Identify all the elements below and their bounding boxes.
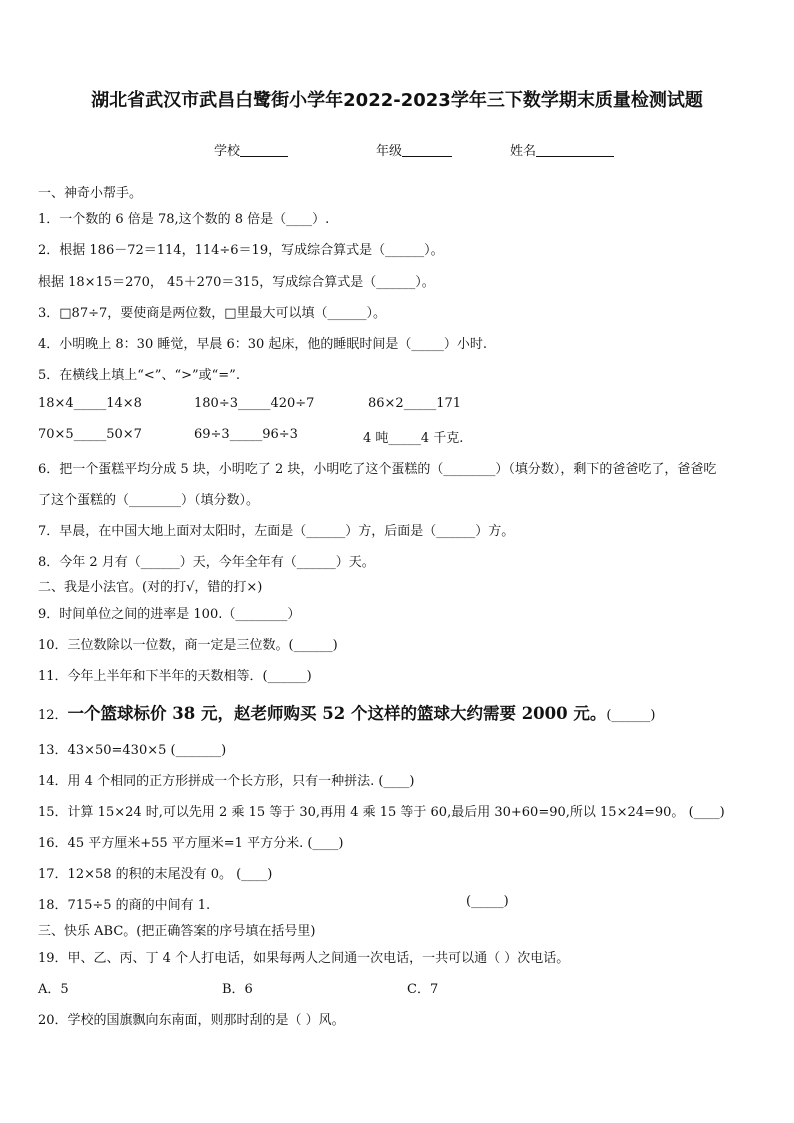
question-8: 8．今年 2 月有（______）天，今年全年有（______）天。 (38, 555, 375, 570)
question-12-number: 12． (38, 708, 68, 723)
name-blank[interactable] (536, 143, 614, 157)
question-10: 10．三位数除以一位数，商一定是三位数。(______) (38, 638, 338, 653)
question-2a: 2．根据 186－72＝114，114÷6＝19，写成综合算式是（______）。 (38, 243, 444, 258)
grade-field (376, 140, 452, 159)
compare-item: 18×4_____14×8 (38, 396, 142, 411)
question-13: 13．43×50=430×5 (_______) (38, 743, 227, 758)
school-blank[interactable] (240, 143, 288, 157)
question-12 (38, 700, 656, 724)
question-18: 18．715÷5 的商的中间有 1. (38, 898, 211, 913)
question-2b: 根据 18×15＝270， 45＋270＝315，写成综合算式是（______）。 (38, 275, 435, 290)
grade-blank[interactable] (402, 143, 452, 157)
question-3: 3．□87÷7，要使商是两位数，□里最大可以填（______）。 (38, 306, 387, 321)
question-9: 9．时间单位之间的进率是 100.（________） (38, 607, 301, 622)
question-20: 20．学校的国旗飘向东南面，则那时刮的是（ ）风。 (38, 1013, 345, 1028)
question-1: 1．一个数的 6 倍是 78,这个数的 8 倍是（____）. (38, 212, 330, 227)
compare-item: 70×5_____50×7 (38, 427, 142, 442)
question-4: 4．小明晚上 8：30 睡觉，早晨 6：30 起床，他的睡眠时间是（_____）小时. (38, 337, 488, 352)
question-17: 17．12×58 的积的末尾没有 0。 (____) (38, 867, 273, 882)
compare-item: 86×2_____171 (368, 396, 462, 411)
question-16: 16．45 平方厘米+55 平方厘米=1 平方分米. (____) (38, 836, 344, 851)
compare-item: 69÷3_____96÷3 (194, 427, 298, 442)
grade-label: 年级 (376, 144, 403, 159)
school-label: 学校 (214, 144, 241, 159)
section-2-heading: 二、我是小法官。(对的打√，错的打×) (38, 580, 263, 595)
compare-item: 180÷3_____420÷7 (194, 396, 315, 411)
question-15: 15．计算 15×24 时,可以先用 2 乘 15 等于 30,再用 4 乘 15 等于 60,最后用 30+60=90,所以 15×24=90。 (____) (38, 805, 725, 820)
option-c: C．7 (407, 982, 439, 997)
section-3-heading: 三、快乐 ABC。(把正确答案的序号填在括号里) (38, 924, 316, 939)
question-19: 19．甲、乙、丙、丁 4 个人打电话，如果每两人之间通一次电话，一共可以通（ ）次电话。 (38, 951, 570, 966)
question-12-text: 一个篮球标价 38 元，赵老师购买 52 个这样的篮球大约需要 2000 元。 (67, 704, 607, 723)
option-a: A．5 (38, 982, 69, 997)
page-title: 湖北省武汉市武昌白鹭街小学年2022-2023学年三下数学期末质量检测试题 (91, 90, 703, 111)
question-18-answer: (_____) (466, 894, 509, 909)
question-14: 14．用 4 个相同的正方形拼成一个长方形，只有一种拼法. (____) (38, 774, 415, 789)
name-field (510, 140, 614, 159)
section-1-heading: 一、神奇小帮手。 (38, 186, 143, 201)
question-6b: 了这个蛋糕的（________）（填分数）。 (38, 493, 260, 508)
question-7: 7．早晨，在中国大地上面对太阳时，左面是（______）方，后面是（______）方。 (38, 524, 515, 539)
school-field (214, 140, 288, 159)
question-11: 11．今年上半年和下半年的天数相等．(______) (38, 669, 312, 684)
question-5: 5．在横线上填上“<”、“>”或“=”. (38, 368, 240, 383)
question-12-answer: (______) (606, 708, 656, 723)
compare-item: 4 吨_____4 千克. (363, 431, 464, 446)
question-6a: 6．把一个蛋糕平均分成 5 块，小明吃了 2 块，小明吃了这个蛋糕的（________）（填分数），剩下的爸爸吃了，爸爸吃 (38, 462, 717, 477)
name-label: 姓名 (510, 144, 537, 159)
option-b: B．6 (222, 982, 253, 997)
